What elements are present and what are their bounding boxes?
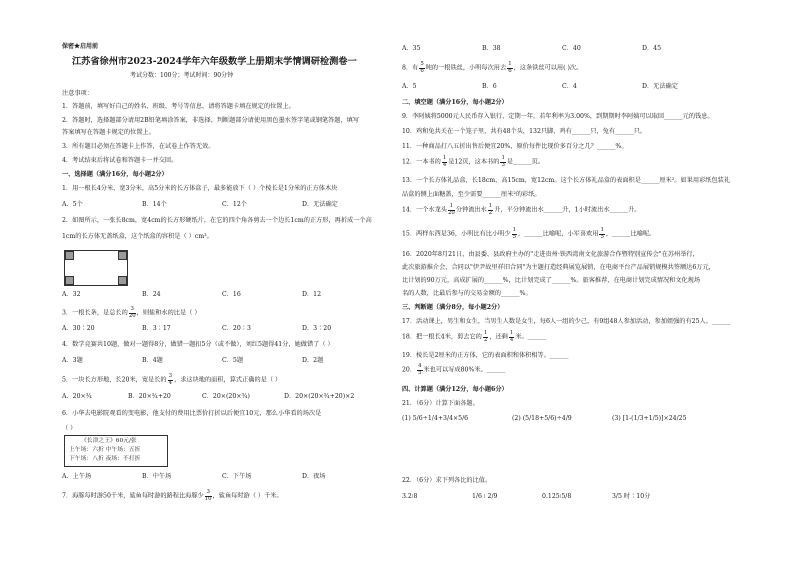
q22-item-2: 1/6 ∶ 2/9: [472, 493, 498, 500]
question-18: 18．把一根长4米，剪去它的 $\frac{1}{2}$ ，还剩 $\frac{1}{4}$ 米。______: [402, 330, 547, 343]
q4-option-c: C．5题: [222, 357, 244, 364]
fraction: $\frac{1}{5}$: [600, 227, 604, 240]
q7-option-a: A．35: [402, 45, 421, 52]
question-2: 2．如图所示，一张长8cm，宽4cm的长方形硬纸片，在它的四个角各剪去一个边长1cm的正方形，再折成一个高: [62, 217, 372, 224]
confidential-mark: 保密★启用前: [62, 43, 99, 50]
q5-option-d: D．20×(20×¾+20)×2: [284, 393, 355, 400]
q21-item-3: (3) [1-(1/3+1/5)]×24/25: [612, 415, 687, 422]
question-8: 8．有 $\frac{5}{6}$ 吨的一根铁丝，小明每次用去 $\frac{1}{6}$ ，这条铁丝可以用( )次。: [402, 61, 583, 74]
q21-item-2: (2) (5/18+5/6)÷4/9: [512, 415, 572, 422]
question-10: 10．鸡和兔共关在一个笼子里，共有48个头，132只脚，鸡有______只，兔有______只。: [402, 128, 647, 135]
q1-option-c: C．12个: [222, 201, 247, 208]
q7-option-d: D．45: [642, 45, 662, 52]
q22-item-4: 3/5 时∶10分: [612, 493, 651, 500]
note-4: 4．考试结束后将试卷和答题卡一并交回。: [62, 157, 178, 164]
q1-option-b: B．14个: [142, 201, 167, 208]
question-6-cont: （ ）: [62, 425, 77, 432]
price-row-2: 下午场：八折 夜场：不打折: [69, 456, 141, 462]
section-4-heading: 四、计算题（满分12分，每小题6分）: [402, 386, 508, 393]
fraction: $\frac{1}{4}$: [442, 155, 447, 168]
section-2-heading: 二、填空题（满分16分，每小题2分）: [402, 99, 508, 106]
cardboard-figure: [64, 250, 128, 286]
notes-heading: 注意事项：: [62, 90, 93, 97]
fraction: $\frac{1}{20}$: [448, 203, 455, 216]
q8-option-b: B．6: [482, 83, 497, 90]
section-1-heading: 一、选择题（满分16分，每小题2分）: [62, 171, 168, 178]
question-3: 3．一根长条，是总长的 $\frac{3}{20}$ ，则盐和水的比是（ ）: [62, 306, 201, 319]
q6-option-a: A．上午场: [62, 473, 92, 480]
fraction: $\frac{3}{10}$: [204, 489, 212, 502]
question-2-cont: 1cm的长方体无盖纸盒，这个纸盒的容积是（ ）cm³。: [62, 233, 213, 240]
question-16-l3: 比计划的90万元，高成扩展的______%，比计划完成了______%。旅客推荐，在电商计划完成情况和文化规场: [402, 277, 701, 284]
q22-item-1: 3.2∶8: [402, 493, 418, 500]
fraction: $\frac{1}{5}$: [512, 227, 516, 240]
exam-subtitle: 考试分数：100分；考试时间：90分钟: [130, 72, 234, 79]
price-table: [64, 435, 168, 467]
q7-option-c: C．40: [562, 45, 581, 52]
q2-option-d: D．12: [302, 291, 322, 298]
note-1: 1．答题前，填写好自己的姓名、班级、考号等信息，请将答题卡填在规定的位置上。: [62, 103, 295, 110]
question-13: 13．一个长方体礼品盒，长18cm，高15cm，宽12cm。这个长方体礼品盒的表面积是______厘米²。如果用彩纸包装礼: [402, 177, 731, 184]
question-11: 11．一种商品打八五折出售后便宜20%，原价每件比现价多百分之几？______%。: [402, 143, 628, 150]
question-13-cont: 品盒的侧上面糖盖，至少需要______厘米²的彩纸。: [402, 191, 541, 198]
q8-option-a: A．5: [402, 83, 417, 90]
question-7: 7．海豚每时游50千米，鲨鱼每时游的路程比海豚少 $\frac{3}{10}$ ，鲨鱼每时游（ ）千米。: [62, 489, 283, 502]
q21-item-1: (1) 5/6÷1/4+3/4×5/6: [402, 415, 469, 422]
q5-option-c: C．20×(20×¾): [202, 393, 250, 400]
q5-option-b: B．20×¾+20: [128, 393, 171, 400]
q6-option-c: C．下午场: [222, 473, 252, 480]
q6-option-b: B．中午场: [142, 473, 172, 480]
q3-option-a: A．30∶20: [62, 325, 95, 332]
q2-option-c: C．16: [222, 291, 241, 298]
q8-option-c: C．4: [562, 83, 577, 90]
fraction: $\frac{3}{20}$: [128, 306, 136, 319]
q2-option-a: A．32: [62, 291, 81, 298]
question-4: 4．数学竞赛共10题，做对一题得8分，做错一题扣5分（或不做），刘红5题得41分，她做错了（ ）: [62, 341, 334, 348]
question-12: 12．一本书的 $\frac{1}{4}$ 是12页，这本书的 $\frac{1}{3}$ 是______页。: [402, 155, 544, 168]
question-19: 19．棱长是2厘米的正方体，它的表面积和体积相等。______: [402, 352, 569, 359]
q3-option-b: B．3∶17: [142, 325, 171, 332]
question-6: 6．小华去电影院观看的变电影，他支付的费用比票价打折以后便宜10元，那么小华看的场次是: [62, 410, 322, 417]
question-1: 1．用一根长4分米，宽3分米，高5分米的长方体盒子，最多能放下（ ）个棱长是1分米的正方体木块: [62, 185, 338, 192]
question-15: 15．两样东西是36，小明比有比小明少 $\frac{1}{5}$ ，______比喻呢，小军喜欢用 $\frac{1}{5}$ ，______比喻呢。: [402, 227, 656, 240]
fraction: $\frac{1}{4}$: [509, 330, 514, 343]
q6-option-d: D．夜场: [302, 473, 326, 480]
fraction: $\frac{3}{4}$: [168, 373, 173, 386]
question-21: 21．（6分）计算下面各题。: [402, 400, 479, 407]
q4-option-d: D．2题: [302, 357, 324, 364]
question-20: 20． $\frac{4}{5}$ 米也可以写成80%米。______: [402, 363, 506, 376]
fraction: $\frac{1}{3}$: [501, 155, 505, 168]
q5-option-a: A．20×¾: [62, 393, 92, 400]
question-14: 14．一个水龙头 $\frac{1}{20}$ 分钟流出水 $\frac{1}{2}$ 升，平分钟流出水______升，1小时流出水______升。: [402, 203, 641, 216]
exam-title: 江苏省徐州市2023-2024学年六年级数学上册期末学情调研检测卷一: [72, 56, 357, 67]
corner-square: [65, 251, 74, 260]
corner-square: [118, 251, 127, 260]
section-3-heading: 三、判断题（满分8分，每小题2分）: [402, 304, 504, 311]
note-2b: 答案填写在答题卡规定的位置上。: [62, 129, 155, 136]
corner-square: [118, 276, 127, 285]
question-22: 22．（6分）求下列各比的比值。: [402, 477, 492, 484]
question-5: 5．一块长方形地，长20米，宽是长的 $\frac{3}{4}$ ，求这块地的面积，算式正确的是（ ）: [62, 373, 282, 386]
fraction: $\frac{5}{6}$: [420, 61, 424, 74]
fraction: $\frac{4}{5}$: [418, 363, 422, 376]
question-9: 9．李阿姨将5000元人民币存入银行，定期一年，若年利率为3.00%，到期期时李阿姨可以取回______元的钱息。: [402, 113, 714, 120]
fraction: $\frac{1}{2}$: [483, 330, 488, 343]
question-16: 16．2020年8月21日，由县委、县政府主办的"走进贵州·铁西湾南文化旅游合作暨特别宣传会"在苏州举行，: [402, 251, 699, 258]
q1-option-d: D．无法确定: [302, 201, 338, 208]
q7-option-b: B．38: [482, 45, 501, 52]
q3-option-c: C．20∶3: [222, 325, 251, 332]
q4-option-a: A．3题: [62, 357, 83, 364]
question-16-l4: 名的人数，比最后参与的交易金额的______%。: [402, 290, 532, 297]
fraction: $\frac{1}{6}$: [508, 61, 512, 74]
q1-option-a: A．5个: [62, 201, 83, 208]
fraction: $\frac{1}{2}$: [488, 203, 493, 216]
note-2: 2．答题时，选择题部分请用2B铅笔填涂答案，非选择、判断题部分请使用黑色墨水签字笔或钢笔答题，填写: [62, 117, 360, 124]
q22-item-3: 0.125∶5/8: [542, 493, 572, 500]
q3-option-d: D．3∶20: [302, 325, 332, 332]
q2-option-b: B．24: [142, 291, 161, 298]
price-row-1: 上午场：六折 中午场：五折: [69, 447, 141, 453]
q8-option-d: D．无法确定: [642, 83, 678, 90]
corner-square: [65, 276, 74, 285]
note-3: 3．所有题目必须在答题卡上作答，在试卷上作答无效。: [62, 143, 215, 150]
question-17: 17．活动课上，男生和女生，当男生人数是女生，每6人一组的少己，有9组48人参加活动，参加姐强的有25人。______: [402, 318, 731, 325]
q4-option-b: B．4题: [142, 357, 163, 364]
question-16-l2: 此次旅游推介会，合同以"伊尹故里祥旧合同"为主题打造经典展览展销，在电商平台产品展销规模共签额达6万元，: [402, 264, 715, 271]
price-title: 《长津之王》60元/张: [81, 438, 137, 444]
